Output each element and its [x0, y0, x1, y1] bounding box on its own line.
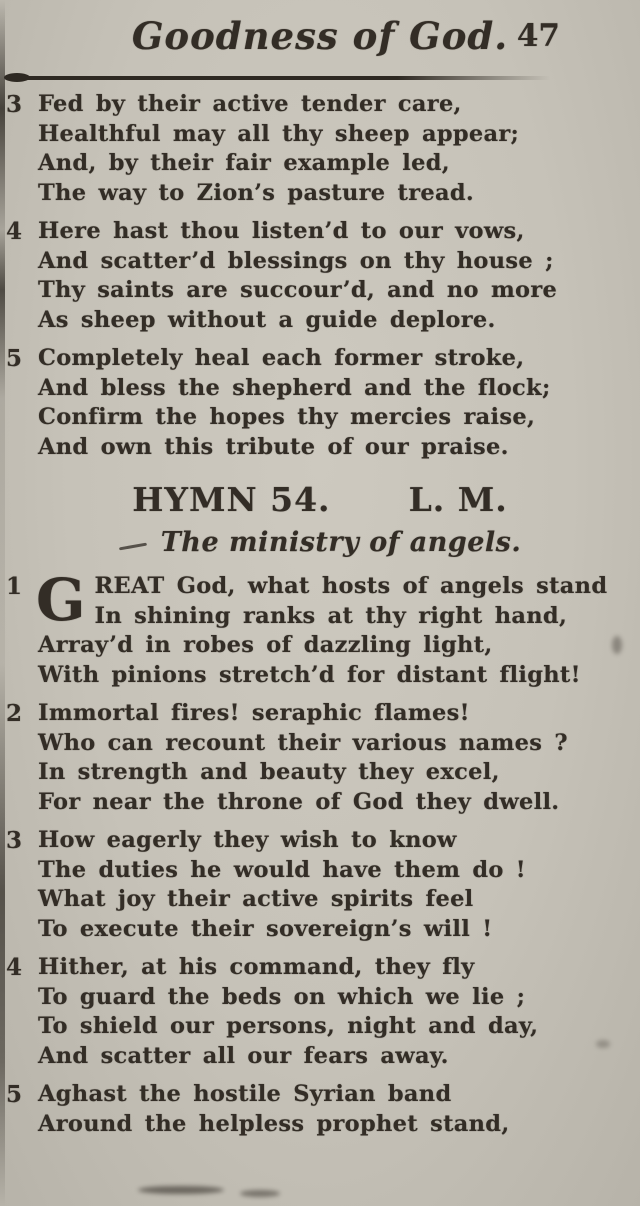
- verse-line: Here hast thou listen’d to our vows,: [38, 218, 525, 244]
- verse-line: With pinions stretch’d for distant flight!: [38, 661, 581, 688]
- verse-line: The way to Zion’s pasture tread.: [38, 179, 475, 206]
- hymn-54-stanzas: [0, 566, 640, 1139]
- ink-smudge: [138, 1186, 224, 1194]
- verse-line: REAT God, what hosts of angels stand: [94, 573, 608, 599]
- verse-number: 4: [6, 954, 23, 981]
- verse-number: 5: [6, 1081, 23, 1108]
- stanza: [6, 90, 634, 208]
- verse-line: And scatter all our fears away.: [38, 1042, 449, 1069]
- stanza-lines: [38, 953, 634, 1071]
- stanza: [6, 344, 634, 462]
- verse-line: In shining ranks at thy right hand,: [94, 602, 568, 629]
- verse-line: As sheep without a guide deplore.: [38, 306, 496, 333]
- verse-line: And scatter’d blessings on thy house ;: [38, 247, 554, 274]
- verse-line: In strength and beauty they excel,: [38, 759, 500, 785]
- verse-line: To shield our persons, night and day,: [38, 1013, 539, 1039]
- stanza-lines: [38, 344, 634, 462]
- verse-number: 4: [6, 218, 23, 245]
- verse-number: 1: [6, 573, 23, 600]
- page-header: [0, 14, 640, 72]
- verse-line: And own this tribute of our praise.: [38, 433, 509, 460]
- stanza-lines: [36, 566, 634, 690]
- hymn-number: HYMN 54.: [132, 480, 331, 519]
- decorative-rule: [6, 76, 550, 80]
- verse-line: The duties he would have them do !: [38, 856, 526, 883]
- ink-smudge: [240, 1190, 280, 1197]
- verse-line: Fed by their active tender care,: [38, 91, 462, 117]
- hymn-heading: [0, 480, 640, 519]
- verse-line: And, by their fair example led,: [38, 150, 450, 176]
- ink-smudge: [612, 636, 622, 654]
- stanza: [6, 566, 634, 690]
- verse-line: Aghast the hostile Syrian band: [38, 1081, 452, 1107]
- stanza-lines: [38, 217, 634, 335]
- verse-line: Completely heal each former stroke,: [38, 345, 525, 371]
- verse-line: Immortal fires! seraphic flames!: [38, 700, 470, 726]
- verse-line: Confirm the hopes thy mercies raise,: [38, 404, 536, 430]
- stanza-lines: [38, 699, 634, 817]
- verse-line: Array’d in robes of dazzling light,: [38, 632, 493, 658]
- verse-line: Around the helpless prophet stand,: [38, 1110, 510, 1137]
- verse-number: 3: [6, 827, 23, 854]
- verse-line: For near the throne of God they dwell.: [38, 788, 560, 815]
- verse-line: How eagerly they wish to know: [38, 827, 457, 853]
- verse-number: 3: [6, 91, 23, 118]
- previous-hymn-continuation: [0, 90, 640, 462]
- drop-cap: G: [36, 566, 86, 634]
- stanza-lines: [38, 90, 634, 208]
- stanza: [6, 217, 634, 335]
- hymn-subtitle-row: [0, 527, 640, 558]
- stanza-lines: [38, 826, 634, 944]
- verse-line: Who can recount their various names ?: [38, 729, 568, 756]
- verse-line: Hither, at his command, they fly: [38, 954, 475, 980]
- hymn-meter: L. M.: [408, 480, 508, 519]
- hymn-subtitle: The ministry of angels.: [160, 527, 522, 558]
- verse-number: 2: [6, 700, 23, 727]
- stanza-lines: [38, 1080, 634, 1139]
- stanza: [6, 699, 634, 817]
- verse-line: Healthful may all thy sheep appear;: [38, 120, 520, 147]
- ink-smudge: [596, 1040, 610, 1048]
- page-number: 47: [516, 18, 560, 54]
- verse-line: What joy their active spirits feel: [38, 886, 474, 912]
- verse-line: To guard the beds on which we lie ;: [38, 983, 526, 1010]
- stanza: [6, 826, 634, 944]
- flourish-mark: [119, 543, 147, 551]
- verse-line: To execute their sovereign’s will !: [38, 915, 493, 942]
- verse-line: And bless the shepherd and the flock;: [38, 374, 551, 401]
- stanza: [6, 953, 634, 1071]
- verse-line: Thy saints are succour’d, and no more: [38, 277, 558, 303]
- verse-number: 5: [6, 345, 23, 372]
- running-title: Goodness of God.: [131, 14, 509, 58]
- stanza: [6, 1080, 634, 1139]
